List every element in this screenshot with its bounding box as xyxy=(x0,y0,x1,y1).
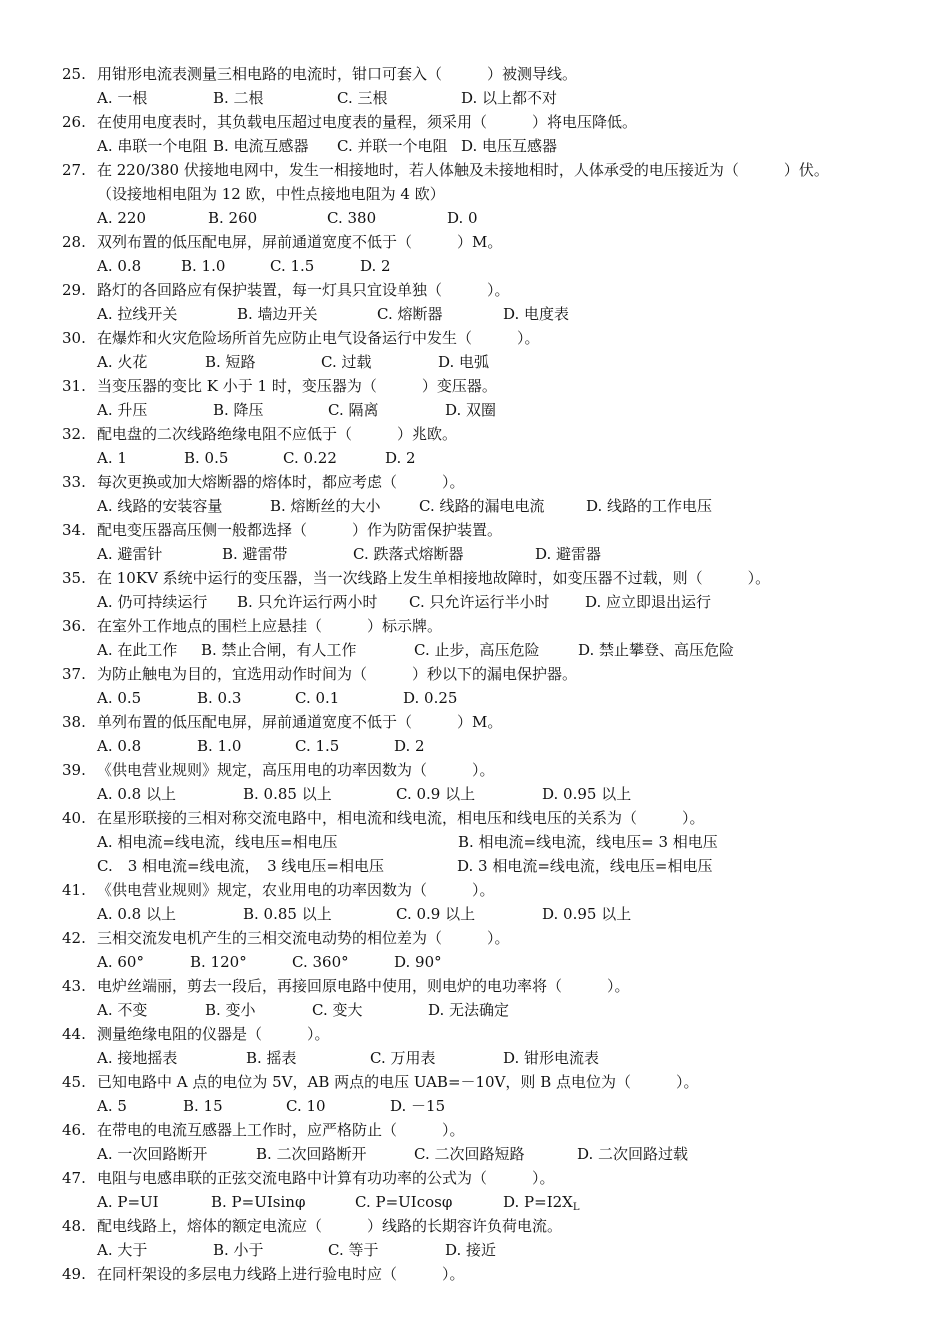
question-note-text: （设接地相电阻为 12 欧，中性点接地电阻为 4 欧） xyxy=(97,185,445,203)
option-c[interactable]: C. 二次回路短路 xyxy=(414,1145,525,1163)
option-a[interactable]: A. 相电流=线电流，线电压=相电压 xyxy=(97,833,338,851)
option-d[interactable]: D. 0 xyxy=(447,209,478,227)
option-b[interactable]: B. 260 xyxy=(208,209,258,227)
option-c[interactable]: C. 线路的漏电电流 xyxy=(419,497,545,515)
option-b[interactable]: B. 相电流=线电流，线电压= 3 相电压 xyxy=(458,833,718,851)
option-c[interactable]: C. 并联一个电阻 xyxy=(337,137,448,155)
question-text: 当变压器的变比 K 小于 1 时，变压器为（ ）变压器。 xyxy=(97,377,497,395)
option-a[interactable]: A. 60° xyxy=(97,953,144,971)
question-49 xyxy=(0,1262,950,1286)
option-d[interactable]: D. 应立即退出运行 xyxy=(585,593,712,611)
option-b[interactable]: B. 熔断丝的大小 xyxy=(270,497,381,515)
question-stem xyxy=(0,1166,950,1190)
option-b[interactable]: B. 1.0 xyxy=(181,257,226,275)
option-b[interactable]: B. P=UIsinφ xyxy=(211,1193,306,1211)
question-stem xyxy=(0,758,950,782)
option-b[interactable]: B. 小于 xyxy=(213,1241,264,1259)
option-c[interactable]: C. P=UIcosφ xyxy=(355,1193,453,1211)
question-45 xyxy=(0,1070,950,1118)
question-number: 37. xyxy=(62,665,86,683)
option-c[interactable]: C. 0.9 以上 xyxy=(396,785,476,803)
option-row xyxy=(0,1046,950,1070)
option-row xyxy=(0,854,950,878)
question-text: 在星形联接的三相对称交流电路中，相电流和线电流，相电压和线电压的关系为（ ）。 xyxy=(97,809,705,827)
option-row xyxy=(0,1238,950,1262)
question-stem xyxy=(0,806,950,830)
question-46 xyxy=(0,1118,950,1166)
question-number: 49. xyxy=(62,1265,86,1283)
question-number: 48. xyxy=(62,1217,86,1235)
option-c[interactable]: C. 三根 xyxy=(337,89,388,107)
question-stem xyxy=(0,662,950,686)
question-25 xyxy=(0,62,950,110)
option-a[interactable]: A. 一根 xyxy=(97,89,148,107)
option-b[interactable]: B. 短路 xyxy=(205,353,256,371)
option-d[interactable]: D. 钳形电流表 xyxy=(503,1049,600,1067)
option-d[interactable]: D. 0.95 以上 xyxy=(542,905,632,923)
option-a[interactable]: A. 升压 xyxy=(97,401,148,419)
option-c[interactable]: C. 等于 xyxy=(328,1241,379,1259)
option-b[interactable]: B. 避雷带 xyxy=(222,545,288,563)
option-row xyxy=(0,590,950,614)
question-text: 每次更换或加大熔断器的熔体时，都应考虑（ ）。 xyxy=(97,473,465,491)
question-34 xyxy=(0,518,950,566)
question-28 xyxy=(0,230,950,278)
option-c[interactable]: C. 10 xyxy=(286,1097,326,1115)
question-31 xyxy=(0,374,950,422)
question-stem xyxy=(0,230,950,254)
option-d[interactable]: D. 电压互感器 xyxy=(461,137,558,155)
question-text: 配电线路上，熔体的额定电流应（ ）线路的长期容许负荷电流。 xyxy=(97,1217,563,1235)
option-row xyxy=(0,686,950,710)
option-b[interactable]: B. 摇表 xyxy=(246,1049,297,1067)
option-row xyxy=(0,446,950,470)
option-b[interactable]: B. 0.85 以上 xyxy=(243,905,332,923)
question-stem xyxy=(0,158,950,182)
option-b[interactable]: B. 降压 xyxy=(213,401,264,419)
question-number: 36. xyxy=(62,617,86,635)
option-d[interactable]: D. 避雷器 xyxy=(535,545,602,563)
question-stem xyxy=(0,974,950,998)
question-42 xyxy=(0,926,950,974)
question-number: 47. xyxy=(62,1169,86,1187)
option-c[interactable]: C. 360° xyxy=(292,953,349,971)
option-row xyxy=(0,998,950,1022)
option-row xyxy=(0,734,950,758)
option-a[interactable]: A. 一次回路断开 xyxy=(97,1145,208,1163)
option-a[interactable]: A. 在此工作 xyxy=(97,641,178,659)
option-b[interactable]: B. 0.5 xyxy=(184,449,229,467)
question-35 xyxy=(0,566,950,614)
question-text: 已知电路中 A 点的电位为 5V，AB 两点的电压 UAB=－10V，则 B 点电位为（ ）。 xyxy=(97,1073,699,1091)
option-d[interactable]: D. $P=I2X_L$ xyxy=(503,1193,580,1213)
question-stem xyxy=(0,278,950,302)
option-a[interactable]: A. 0.8 以上 xyxy=(97,905,176,923)
question-text: 测量绝缘电阻的仪器是（ ）。 xyxy=(97,1025,330,1043)
option-a[interactable]: A. 大于 xyxy=(97,1241,148,1259)
question-text: 在使用电度表时，其负载电压超过电度表的量程，须采用（ ）将电压降低。 xyxy=(97,113,638,131)
option-d[interactable]: D. 电度表 xyxy=(503,305,570,323)
option-row xyxy=(0,902,950,926)
option-b[interactable]: B. 只允许运行两小时 xyxy=(237,593,378,611)
option-row xyxy=(0,254,950,278)
option-a[interactable]: A. 拉线开关 xyxy=(97,305,178,323)
question-number: 28. xyxy=(62,233,86,251)
question-stem xyxy=(0,422,950,446)
option-a[interactable]: A. 1 xyxy=(97,449,127,467)
question-note xyxy=(0,182,950,206)
option-c[interactable]: C. 万用表 xyxy=(370,1049,436,1067)
option-d[interactable]: D. 无法确定 xyxy=(428,1001,510,1019)
question-text: 在带电的电流互感器上工作时，应严格防止（ ）。 xyxy=(97,1121,465,1139)
question-43 xyxy=(0,974,950,1022)
question-40 xyxy=(0,806,950,878)
question-number: 32. xyxy=(62,425,86,443)
option-d[interactable]: D. 接近 xyxy=(445,1241,497,1259)
question-number: 25. xyxy=(62,65,86,83)
question-stem xyxy=(0,614,950,638)
question-27 xyxy=(0,158,950,230)
question-text: 《供电营业规则》规定，农业用电的功率因数为（ ）。 xyxy=(97,881,495,899)
option-row xyxy=(0,830,950,854)
option-a[interactable]: A. 串联一个电阻 xyxy=(97,137,208,155)
question-number: 40. xyxy=(62,809,86,827)
question-number: 39. xyxy=(62,761,86,779)
question-text: 用钳形电流表测量三相电路的电流时，钳口可套入（ ）被测导线。 xyxy=(97,65,578,83)
option-d[interactable]: D. 0.25 xyxy=(403,689,458,707)
question-33 xyxy=(0,470,950,518)
option-a[interactable]: A. 0.8 以上 xyxy=(97,785,176,803)
question-text: 双列布置的低压配电屏，屏前通道宽度不低于（ ）M。 xyxy=(97,233,503,251)
option-c[interactable]: C. 0.22 xyxy=(283,449,337,467)
option-c[interactable]: C. 3 相电流=线电流， 3 线电压=相电压 xyxy=(97,857,384,875)
option-a[interactable]: A. 220 xyxy=(97,209,146,227)
option-row xyxy=(0,206,950,230)
option-row xyxy=(0,302,950,326)
question-text: 在爆炸和火灾危险场所首先应防止电气设备运行中发生（ ）。 xyxy=(97,329,540,347)
option-a[interactable]: A. 0.8 xyxy=(97,257,142,275)
option-a[interactable]: A. 不变 xyxy=(97,1001,148,1019)
question-47 xyxy=(0,1166,950,1214)
option-d[interactable]: D. 3 相电流=线电流，线电压=相电压 xyxy=(457,857,713,875)
question-text: 电阻与电感串联的正弦交流电路中计算有功功率的公式为（ ）。 xyxy=(97,1169,555,1187)
question-text: 三相交流发电机产生的三相交流电动势的相位差为（ ）。 xyxy=(97,929,510,947)
option-row xyxy=(0,398,950,422)
question-number: 46. xyxy=(62,1121,86,1139)
question-text: 在 220/380 伏接地电网中，发生一相接地时，若人体触及未接地相时，人体承受的电压接近为（ ）伏。 xyxy=(97,161,829,179)
option-c[interactable]: C. 跌落式熔断器 xyxy=(353,545,464,563)
question-stem xyxy=(0,470,950,494)
option-a[interactable]: A. 仍可持续运行 xyxy=(97,593,208,611)
option-row xyxy=(0,638,950,662)
question-stem xyxy=(0,1118,950,1142)
question-stem xyxy=(0,566,950,590)
question-text: 《供电营业规则》规定，高压用电的功率因数为（ ）。 xyxy=(97,761,495,779)
option-row xyxy=(0,542,950,566)
question-stem xyxy=(0,878,950,902)
option-b[interactable]: B. 1.0 xyxy=(197,737,242,755)
option-a[interactable]: A. 接地摇表 xyxy=(97,1049,178,1067)
option-row xyxy=(0,86,950,110)
option-c[interactable]: C. 熔断器 xyxy=(377,305,443,323)
option-a[interactable]: A. 0.5 xyxy=(97,689,142,707)
question-stem xyxy=(0,326,950,350)
option-d[interactable]: D. 以上都不对 xyxy=(461,89,558,107)
question-text: 在 10KV 系统中运行的变压器，当一次线路上发生单相接地故障时，如变压器不过载，则（ ）。 xyxy=(97,569,771,587)
option-b[interactable]: B. 禁止合闸，有人工作 xyxy=(201,641,357,659)
option-d[interactable]: D. 2 xyxy=(385,449,416,467)
option-b[interactable]: B. 15 xyxy=(183,1097,223,1115)
option-c[interactable]: C. 只允许运行半小时 xyxy=(409,593,550,611)
question-number: 30. xyxy=(62,329,86,347)
question-stem xyxy=(0,518,950,542)
question-stem xyxy=(0,1022,950,1046)
question-38 xyxy=(0,710,950,758)
question-stem xyxy=(0,1214,950,1238)
option-d[interactable]: D. 2 xyxy=(360,257,391,275)
option-b[interactable]: B. 二次回路断开 xyxy=(256,1145,367,1163)
option-d[interactable]: D. 双圈 xyxy=(445,401,497,419)
option-d[interactable]: D. －15 xyxy=(390,1097,446,1115)
option-row xyxy=(0,350,950,374)
option-a[interactable]: A. 避雷针 xyxy=(97,545,163,563)
question-29 xyxy=(0,278,950,326)
option-b[interactable]: B. 电流互感器 xyxy=(213,137,309,155)
option-d[interactable]: D. 90° xyxy=(394,953,442,971)
option-a[interactable]: A. 火花 xyxy=(97,353,148,371)
question-32 xyxy=(0,422,950,470)
question-number: 29. xyxy=(62,281,86,299)
question-text: 为防止触电为目的，宜选用动作时间为（ ）秒以下的漏电保护器。 xyxy=(97,665,578,683)
option-row xyxy=(0,494,950,518)
question-36 xyxy=(0,614,950,662)
question-number: 43. xyxy=(62,977,86,995)
option-d[interactable]: D. 0.95 以上 xyxy=(542,785,632,803)
option-b[interactable]: B. 120° xyxy=(190,953,247,971)
option-c[interactable]: C. 止步，高压危险 xyxy=(414,641,540,659)
question-number: 38. xyxy=(62,713,86,731)
option-d[interactable]: D. 二次回路过载 xyxy=(577,1145,689,1163)
question-text: 电炉丝端丽，剪去一段后，再接回原电路中使用，则电炉的电功率将（ ）。 xyxy=(97,977,630,995)
option-b[interactable]: B. 变小 xyxy=(205,1001,256,1019)
question-stem xyxy=(0,62,950,86)
option-b[interactable]: B. 墙边开关 xyxy=(237,305,318,323)
question-text: 路灯的各回路应有保护装置，每一灯具只宜设单独（ ）。 xyxy=(97,281,510,299)
question-number: 44. xyxy=(62,1025,86,1043)
question-48 xyxy=(0,1214,950,1262)
question-number: 41. xyxy=(62,881,86,899)
option-b[interactable]: B. 0.85 以上 xyxy=(243,785,332,803)
option-c[interactable]: C. 过载 xyxy=(321,353,372,371)
question-stem xyxy=(0,374,950,398)
question-text: 在室外工作地点的围栏上应悬挂（ ）标示牌。 xyxy=(97,617,443,635)
option-row xyxy=(0,782,950,806)
question-number: 35. xyxy=(62,569,86,587)
question-37 xyxy=(0,662,950,710)
question-stem xyxy=(0,1070,950,1094)
option-c[interactable]: C. 1.5 xyxy=(270,257,315,275)
option-row xyxy=(0,1190,950,1214)
question-number: 31. xyxy=(62,377,86,395)
question-number: 33. xyxy=(62,473,86,491)
question-stem xyxy=(0,1262,950,1286)
subscript-l: L xyxy=(572,1202,580,1213)
option-d[interactable]: D. 电弧 xyxy=(438,353,490,371)
question-stem xyxy=(0,710,950,734)
question-sheet xyxy=(0,62,950,1286)
question-number: 34. xyxy=(62,521,86,539)
question-text: 在同杆架设的多层电力线路上进行验电时应（ ）。 xyxy=(97,1265,465,1283)
option-d[interactable]: D. 线路的工作电压 xyxy=(586,497,713,515)
option-c[interactable]: C. 1.5 xyxy=(295,737,340,755)
option-row xyxy=(0,134,950,158)
question-stem xyxy=(0,110,950,134)
option-a[interactable]: A. 线路的安装容量 xyxy=(97,497,223,515)
option-a[interactable]: A. 0.8 xyxy=(97,737,142,755)
question-30 xyxy=(0,326,950,374)
question-41 xyxy=(0,878,950,926)
option-c[interactable]: C. 变大 xyxy=(312,1001,363,1019)
question-text: 单列布置的低压配电屏，屏前通道宽度不低于（ ）M。 xyxy=(97,713,503,731)
option-b[interactable]: B. 0.3 xyxy=(197,689,242,707)
question-44 xyxy=(0,1022,950,1070)
option-b[interactable]: B. 二根 xyxy=(213,89,264,107)
option-a[interactable]: A. P=UI xyxy=(97,1193,159,1211)
option-row xyxy=(0,1094,950,1118)
question-number: 26. xyxy=(62,113,86,131)
option-c[interactable]: C. 0.1 xyxy=(295,689,340,707)
question-stem xyxy=(0,926,950,950)
question-text: 配电变压器高压侧一般都选择（ ）作为防雷保护装置。 xyxy=(97,521,503,539)
question-39 xyxy=(0,758,950,806)
question-number: 45. xyxy=(62,1073,86,1091)
option-a[interactable]: A. 5 xyxy=(97,1097,127,1115)
option-d[interactable]: D. 2 xyxy=(394,737,425,755)
option-row xyxy=(0,950,950,974)
option-c[interactable]: C. 0.9 以上 xyxy=(396,905,476,923)
option-c[interactable]: C. 380 xyxy=(327,209,377,227)
question-number: 42. xyxy=(62,929,86,947)
option-row xyxy=(0,1142,950,1166)
option-d[interactable]: D. 禁止攀登、高压危险 xyxy=(578,641,735,659)
question-text: 配电盘的二次线路绝缘电阻不应低于（ ）兆欧。 xyxy=(97,425,458,443)
option-c[interactable]: C. 隔离 xyxy=(328,401,379,419)
question-number: 27. xyxy=(62,161,86,179)
question-26 xyxy=(0,110,950,158)
